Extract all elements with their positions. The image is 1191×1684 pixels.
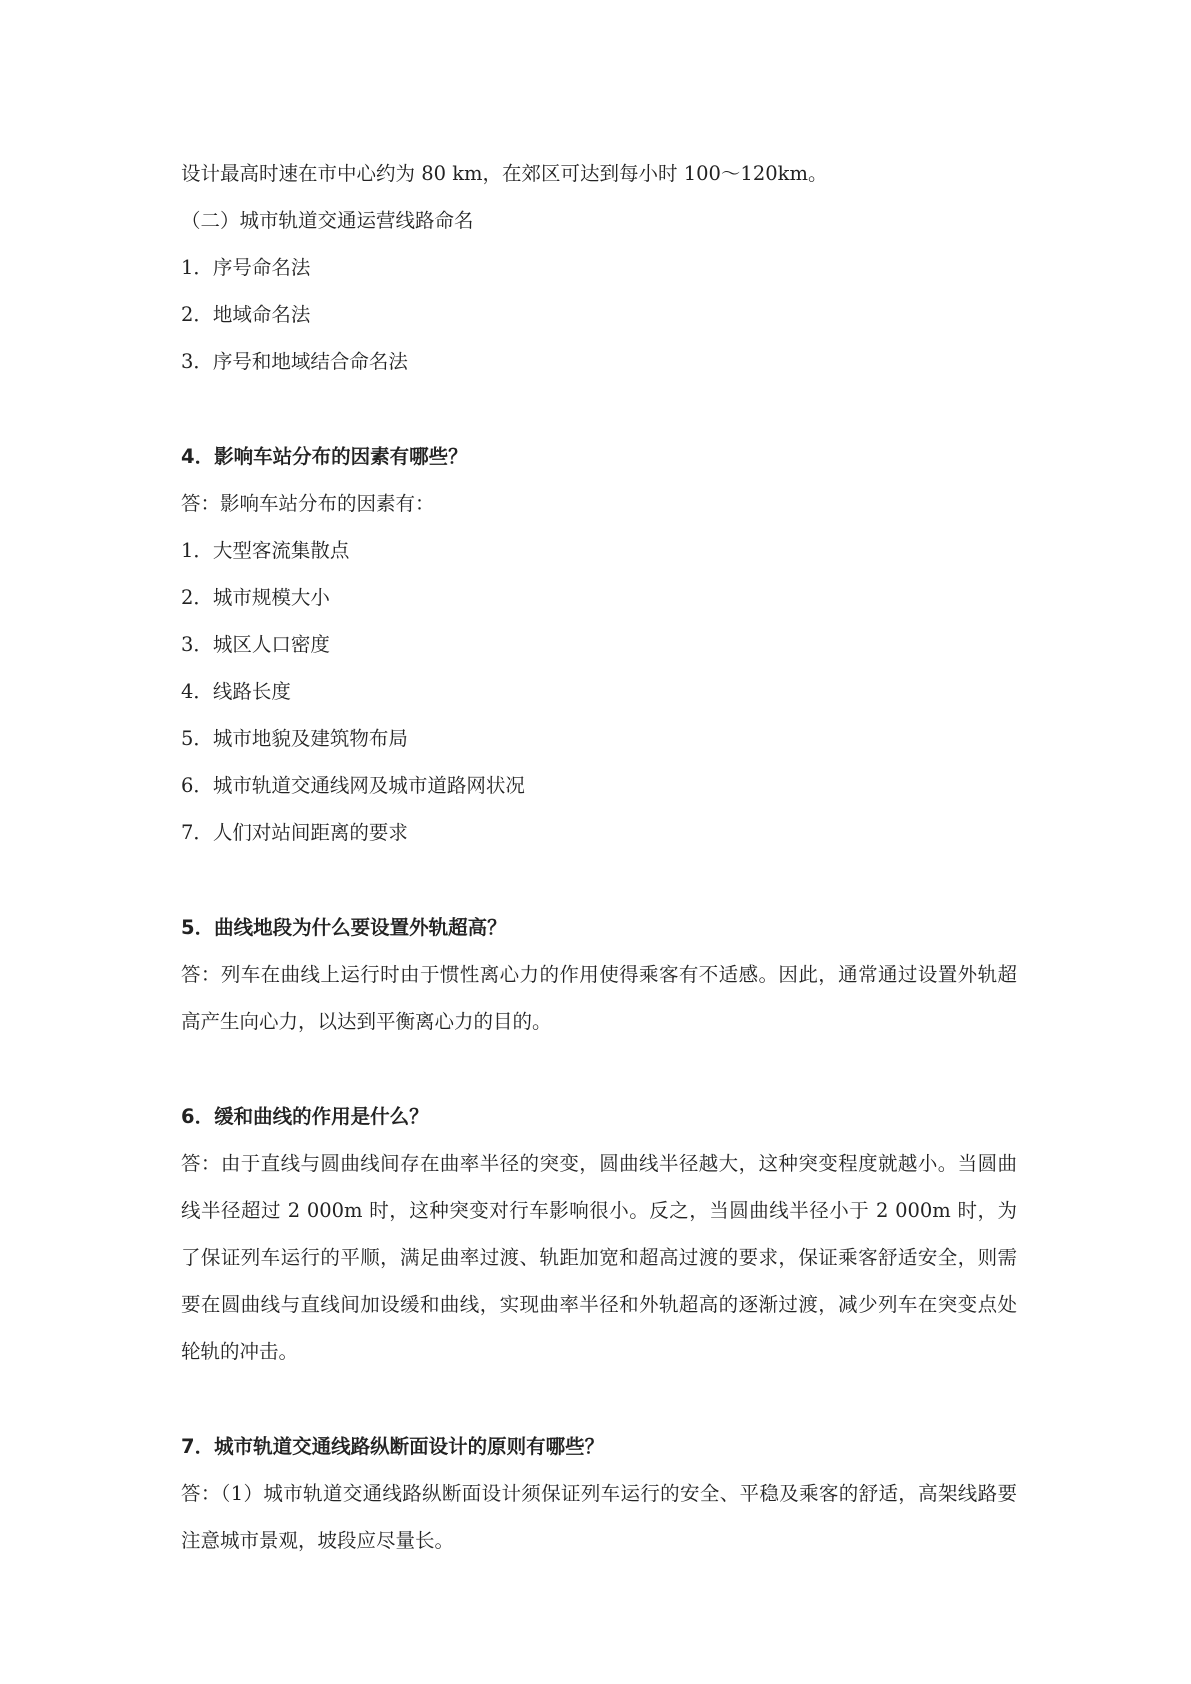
- question-7-heading: 7．城市轨道交通线路纵断面设计的原则有哪些？: [181, 1435, 605, 1458]
- spacer: [181, 856, 1017, 904]
- list-item: 4．线路长度: [181, 680, 291, 703]
- list-item: 2．地域命名法: [181, 303, 311, 326]
- question-5-answer: 答：列车在曲线上运行时由于惯性离心力的作用使得乘客有不适感。因此，通常通过设置外轨超高产生向心力，以达到平衡离心力的目的。: [181, 963, 1017, 1033]
- section-subheading: （二）城市轨道交通运营线路命名: [181, 209, 474, 232]
- question-5-heading: 5．曲线地段为什么要设置外轨超高？: [181, 916, 507, 939]
- question-4-answer-lead: 答：影响车站分布的因素有：: [181, 492, 435, 515]
- spacer: [181, 1045, 1017, 1093]
- list-item: 6．城市轨道交通线网及城市道路网状况: [181, 774, 525, 797]
- question-7-answer: 答：（1）城市轨道交通线路纵断面设计须保证列车运行的安全、平稳及乘客的舒适，高架线路要注意城市景观，坡段应尽量长。: [181, 1482, 1017, 1552]
- list-item: 3．序号和地域结合命名法: [181, 350, 408, 373]
- question-6-answer: 答：由于直线与圆曲线间存在曲率半径的突变，圆曲线半径越大，这种突变程度就越小。当圆曲线半径超过 2 000m 时，这种突变对行车影响很小。反之，当圆曲线半径小于 2 000m 时，为了保证列车运行的平顺，满足曲率过渡、轨距加宽和超高过渡的要求，保证乘客舒适安全，则需要在圆曲线与直线间加设缓和曲线，实现曲率半径和外轨超高的逐渐过渡，减少列车在突变点处轮轨的冲击。: [181, 1152, 1017, 1363]
- spacer: [181, 385, 1017, 433]
- page-content: [181, 150, 1017, 1564]
- spacer: [181, 1375, 1017, 1423]
- list-item: 5．城市地貌及建筑物布局: [181, 727, 408, 750]
- list-item: 7．人们对站间距离的要求: [181, 821, 408, 844]
- list-item: 1．序号命名法: [181, 256, 311, 279]
- question-6-heading: 6．缓和曲线的作用是什么？: [181, 1105, 429, 1128]
- list-item: 2．城市规模大小: [181, 586, 330, 609]
- list-item: 1．大型客流集散点: [181, 539, 350, 562]
- question-4-heading: 4．影响车站分布的因素有哪些？: [181, 445, 468, 468]
- list-item: 3．城区人口密度: [181, 633, 330, 656]
- intro-text: 设计最高时速在市中心约为 80 km，在郊区可达到每小时 100～120km。: [181, 162, 828, 185]
